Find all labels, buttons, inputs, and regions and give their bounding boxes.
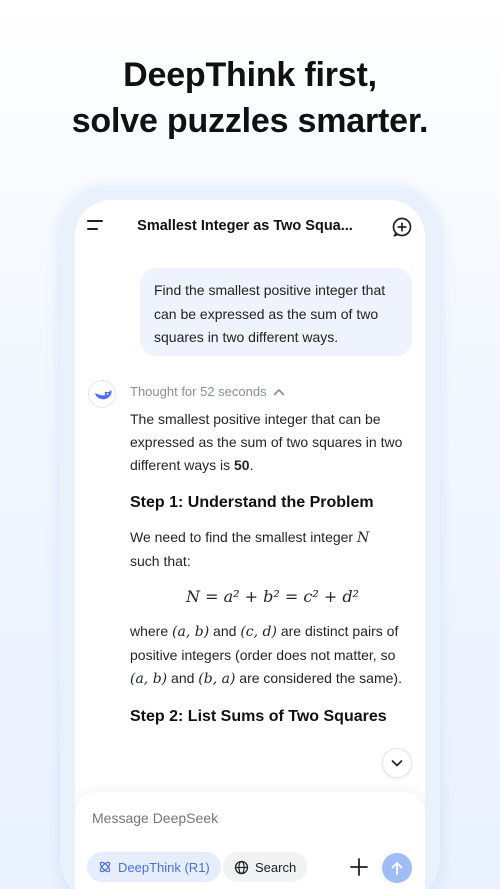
search-toggle[interactable] bbox=[223, 852, 307, 882]
user-message-bubble: Find the smallest positive integer that can be expressed as the sum of two squares in two different ways. bbox=[140, 268, 412, 356]
deepthink-label: DeepThink (R1) bbox=[118, 859, 210, 875]
search-label: Search bbox=[255, 859, 297, 875]
new-chat-icon[interactable] bbox=[391, 216, 413, 238]
arrow-up-icon bbox=[390, 860, 404, 876]
display-equation: N = a² + b² = c² + d² bbox=[186, 587, 359, 606]
assistant-answer bbox=[130, 408, 415, 740]
deepseek-whale-icon bbox=[93, 386, 113, 404]
step-1-pairs-text: where (a, b) and (c, d) are distinct pairs of positive integers (order does not matter, so (a, b) and (b, a) are considered the same). bbox=[130, 623, 402, 687]
chat-screen bbox=[75, 200, 425, 889]
step-2-heading: Step 2: List Sums of Two Squares bbox=[130, 708, 387, 725]
message-input[interactable] bbox=[92, 810, 392, 826]
chevron-down-icon bbox=[391, 758, 403, 768]
scroll-down-button[interactable] bbox=[382, 748, 412, 778]
deepthink-toggle[interactable] bbox=[87, 852, 221, 882]
attach-plus-icon[interactable] bbox=[348, 856, 370, 878]
step-1-heading: Step 1: Understand the Problem bbox=[130, 494, 374, 511]
chevron-up-icon bbox=[273, 388, 285, 396]
globe-icon bbox=[234, 860, 249, 875]
atom-icon bbox=[98, 860, 112, 874]
deepseek-avatar bbox=[88, 380, 116, 408]
headline bbox=[0, 52, 500, 144]
step-1-text: We need to find the smallest integer N such that: bbox=[130, 529, 370, 569]
hamburger-icon[interactable] bbox=[87, 220, 107, 234]
answer-value: 50 bbox=[234, 457, 250, 473]
chat-title[interactable]: Smallest Integer as Two Squa... bbox=[137, 218, 353, 234]
message-composer bbox=[75, 792, 425, 889]
thought-toggle[interactable] bbox=[130, 384, 285, 399]
send-button[interactable] bbox=[382, 853, 412, 883]
top-bar bbox=[75, 200, 425, 256]
answer-intro: The smallest positive integer that can be expressed as the sum of two squares in two different ways is 50. bbox=[130, 411, 403, 473]
thought-label: Thought for 52 seconds bbox=[130, 384, 267, 399]
headline-line-1: DeepThink first, bbox=[123, 56, 377, 94]
headline-line-2: solve puzzles smarter. bbox=[71, 102, 429, 140]
